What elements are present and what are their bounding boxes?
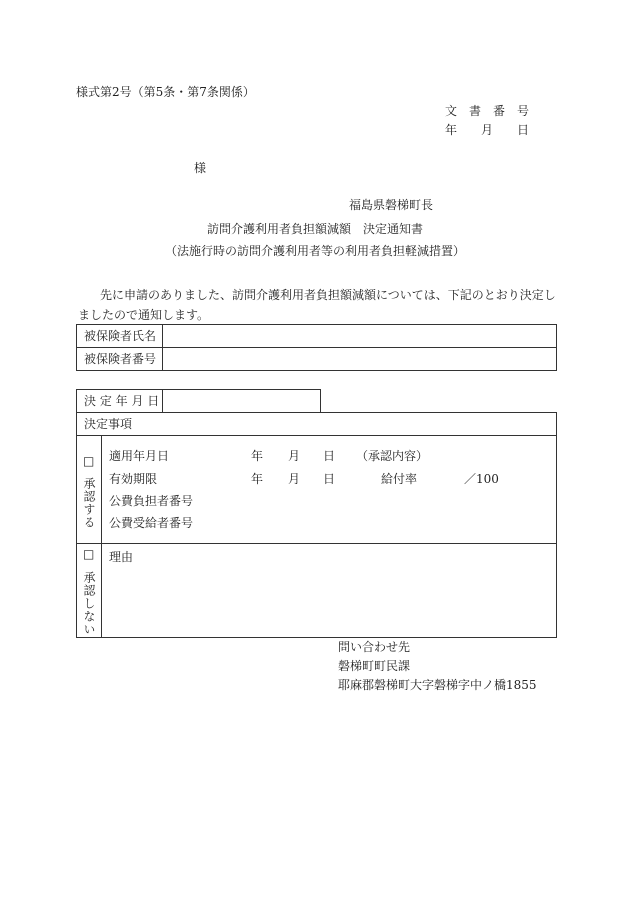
insured-name-field[interactable] — [164, 325, 556, 347]
decision-date-label: 決 定 年 月 日 — [84, 394, 160, 408]
form-id: 様式第2号（第5条・第7条関係） — [76, 85, 255, 99]
column-divider — [162, 325, 163, 370]
deny-checkbox[interactable]: □ — [83, 547, 95, 561]
insured-name-label: 被保険者氏名 — [84, 329, 157, 343]
insured-number-label: 被保険者番号 — [84, 352, 157, 366]
approval-content-label: （承認内容） — [356, 449, 429, 463]
valid-period-day: 日 — [323, 472, 336, 486]
reason-label: 理由 — [109, 550, 134, 564]
reason-field[interactable] — [107, 565, 555, 635]
decision-date-table — [76, 389, 321, 413]
public-payer-number-label: 公費負担者番号 — [109, 494, 194, 508]
body-line-1: 先に申請のありました、訪問介護利用者負担額減額については、下記のとおり決定し — [100, 288, 556, 302]
contact-heading: 問い合わせ先 — [338, 640, 411, 654]
apply-date-month: 月 — [288, 449, 301, 463]
column-divider — [162, 390, 163, 412]
decision-items-table — [76, 412, 557, 638]
contact-department: 磐梯町町民課 — [338, 659, 411, 673]
document-number-label: 文 書 番 号 — [445, 104, 530, 118]
valid-period-month: 月 — [288, 472, 301, 486]
insured-number-field[interactable] — [164, 348, 556, 370]
column-divider — [101, 435, 102, 637]
document-title: 訪問介護利用者負担額減額 決定通知書 — [206, 222, 423, 236]
valid-period-year: 年 — [251, 472, 264, 486]
benefit-rate-denominator: ／100 — [464, 472, 499, 486]
approve-checkbox[interactable]: □ — [83, 454, 95, 468]
apply-date-year: 年 — [251, 449, 264, 463]
row-divider — [77, 543, 556, 544]
approve-label: 承認する — [82, 477, 96, 529]
body-line-2: ましたので通知します。 — [78, 308, 210, 322]
document-subtitle: （法施行時の訪問介護利用者等の利用者負担軽減措置） — [164, 244, 465, 258]
public-recipient-number-label: 公費受給者番号 — [109, 516, 194, 530]
deny-label: 承認しない — [82, 571, 96, 636]
insured-table — [76, 324, 557, 371]
addressee-suffix: 様 — [194, 161, 207, 175]
apply-date-label: 適用年月日 — [109, 449, 170, 463]
issuer: 福島県磐梯町長 — [349, 198, 434, 212]
valid-period-label: 有効期限 — [109, 472, 158, 486]
row-divider — [77, 435, 556, 436]
decision-items-label: 決定事項 — [84, 417, 133, 431]
decision-date-field[interactable] — [164, 390, 320, 412]
contact-address: 耶麻郡磐梯町大字磐梯字中ノ橋1855 — [338, 678, 537, 692]
issue-date-label: 年 月 日 — [445, 123, 530, 137]
apply-date-day: 日 — [323, 449, 336, 463]
benefit-rate-label: 給付率 — [381, 472, 418, 486]
